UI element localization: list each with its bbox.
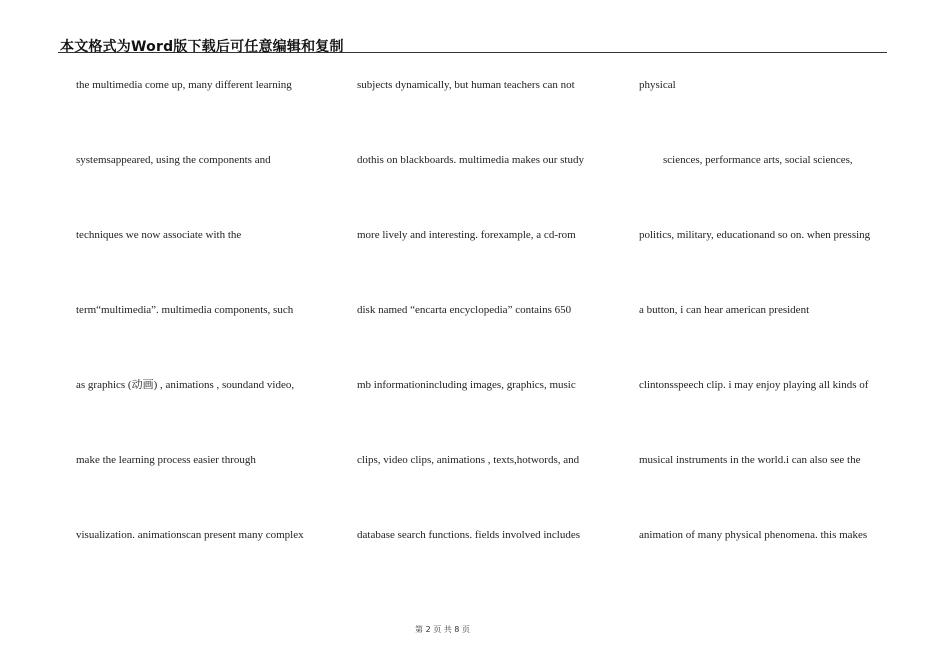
- text-line: a button, i can hear american president: [639, 304, 810, 316]
- header-divider: [58, 52, 887, 53]
- page-number: 第 2 页 共 8 页: [415, 625, 470, 634]
- text-line: techniques we now associate with the: [76, 229, 242, 241]
- text-line: mb informationincluding images, graphics, music: [357, 379, 576, 391]
- text-line: the multimedia come up, many different learning: [76, 79, 292, 91]
- text-line: as graphics (动画) , animations , soundand video,: [76, 379, 295, 391]
- text-column-1: [76, 76, 338, 601]
- text-line: clips, video clips, animations , texts,hotwords, and: [357, 454, 580, 466]
- text-line: musical instruments in the world.i can also see the: [639, 454, 861, 466]
- text-line: systemsappeared, using the components and: [76, 154, 271, 166]
- text-line: sciences, performance arts, social sciences,: [663, 154, 853, 166]
- text-line: database search functions. fields involved includes: [357, 529, 580, 541]
- text-column-3: [639, 76, 889, 601]
- text-line: dothis on blackboards. multimedia makes our study: [357, 154, 584, 166]
- text-line: term“multimedia”. multimedia components, such: [76, 304, 294, 316]
- text-line: disk named “encarta encyclopedia” contains 650: [357, 304, 572, 316]
- text-line: physical: [639, 79, 676, 91]
- text-line: subjects dynamically, but human teachers can not: [357, 79, 575, 91]
- text-line: visualization. animationscan present many complex: [76, 529, 304, 541]
- document-header-title: 本文格式为Word版下载后可任意编辑和复制: [60, 39, 344, 55]
- text-line: politics, military, educationand so on. when pressing: [639, 229, 871, 241]
- text-line: make the learning process easier through: [76, 454, 256, 466]
- text-line: animation of many physical phenomena. this makes: [639, 529, 868, 541]
- text-column-2: [357, 76, 619, 601]
- text-line: more lively and interesting. forexample, a cd-rom: [357, 229, 576, 241]
- text-line: clintonsspeech clip. i may enjoy playing all kinds of: [639, 379, 869, 391]
